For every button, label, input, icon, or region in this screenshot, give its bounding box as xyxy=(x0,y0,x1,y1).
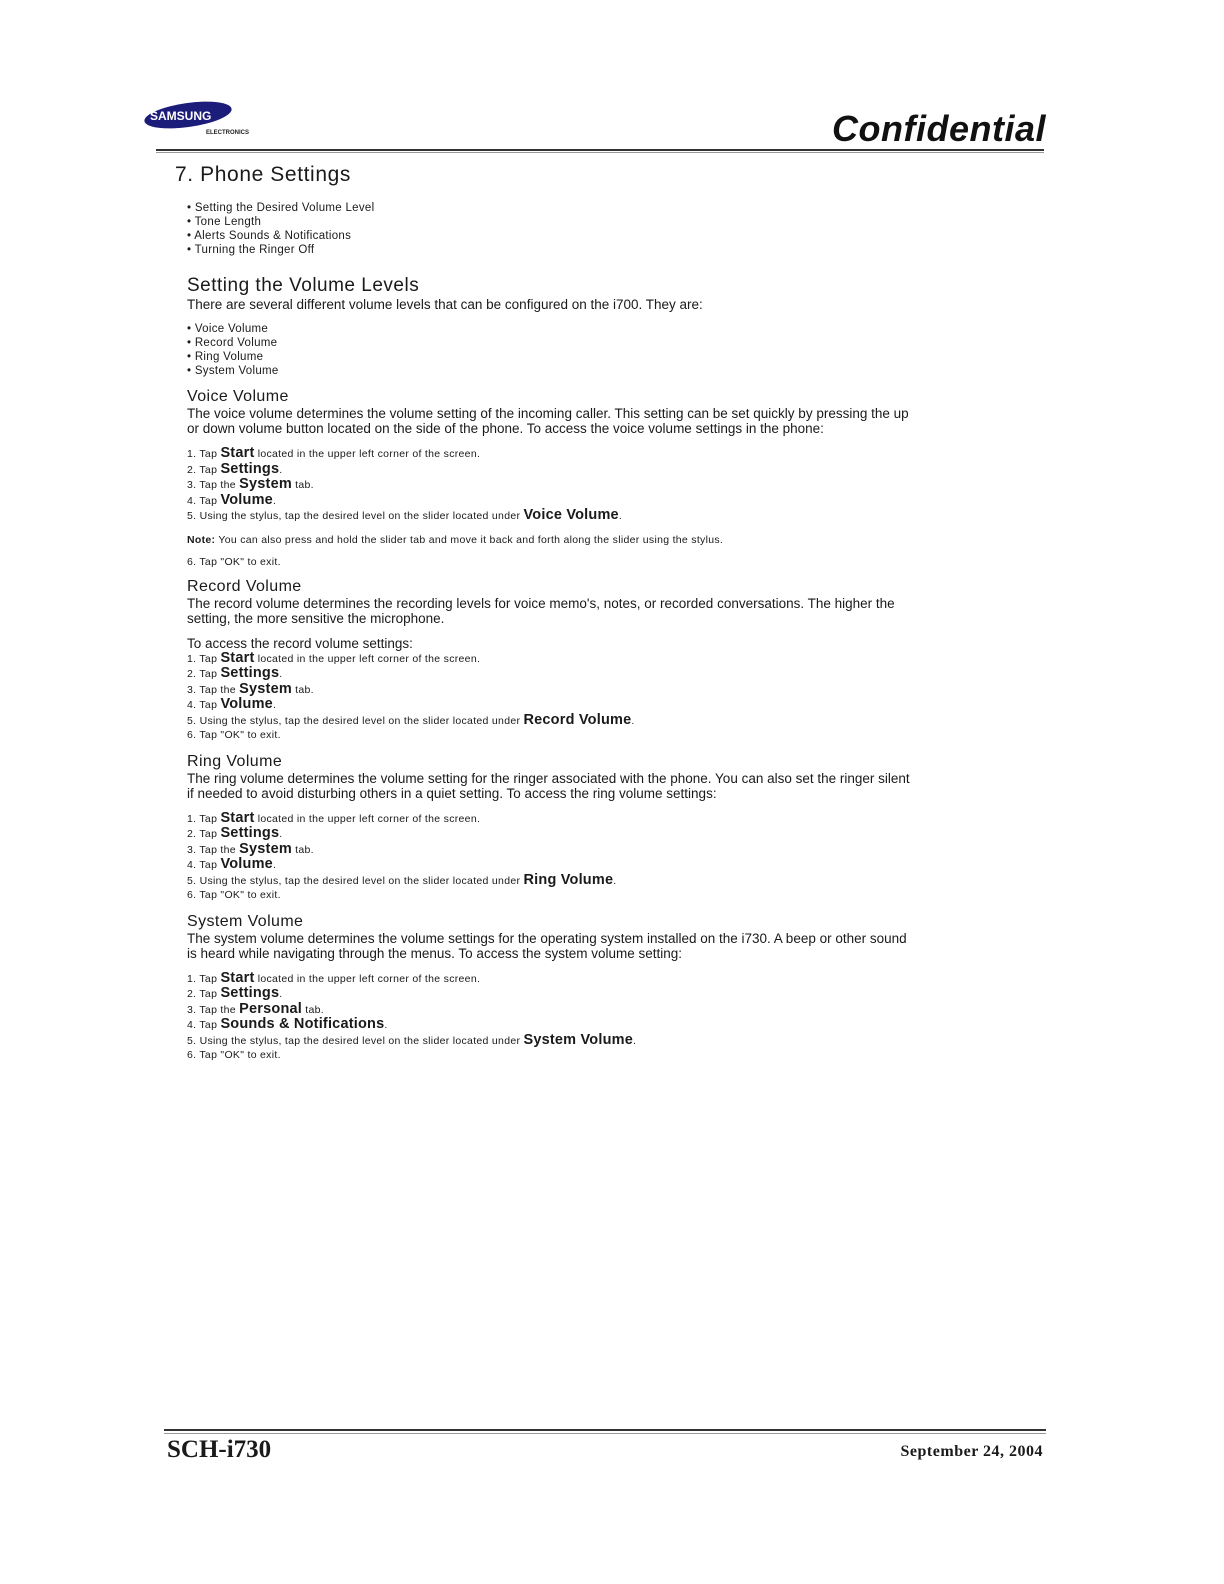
subheading-system-volume: System Volume xyxy=(187,912,304,930)
list-item: • Ring Volume xyxy=(187,350,915,364)
voice-volume-steps xyxy=(187,446,915,524)
list-item: 2. Tap Settings. xyxy=(187,985,283,1001)
system-volume-steps xyxy=(187,971,915,1063)
list-item: 5. Using the stylus, tap the desired level on the slider located under Record Volume. xyxy=(187,711,635,728)
footer-divider-thin xyxy=(164,1433,1046,1434)
footer-divider xyxy=(164,1429,1046,1431)
record-volume-body: The record volume determines the recording levels for voice memo's, notes, or recorded conversations. The higher the setting, the more sensitive the microphone. xyxy=(187,595,895,626)
samsung-logo xyxy=(144,100,294,140)
subheading-record-volume: Record Volume xyxy=(187,577,302,595)
subheading-voice-volume: Voice Volume xyxy=(187,388,289,405)
list-item: • Setting the Desired Volume Level xyxy=(187,201,915,215)
list-item: 1. Tap Start located in the upper left corner of the screen. xyxy=(187,445,481,461)
footer-date: September 24, 2004 xyxy=(900,1443,1043,1460)
footer-model: SCH-i730 xyxy=(167,1436,272,1463)
list-item: • System Volume xyxy=(187,364,915,378)
list-item: • Turning the Ringer Off xyxy=(187,243,915,257)
list-item: 3. Tap the System tab. xyxy=(187,680,314,697)
list-item: 1. Tap Start located in the upper left corner of the screen. xyxy=(187,969,481,986)
list-item: 1. Tap Start located in the upper left corner of the screen. xyxy=(187,649,481,666)
list-item: 5. Using the stylus, tap the desired level on the slider located under System Volume. xyxy=(187,1031,637,1048)
page-title: 7. Phone Settings xyxy=(175,163,351,186)
ring-volume-steps xyxy=(187,811,915,903)
list-item: 4. Tap Volume. xyxy=(187,856,277,872)
list-item: 3. Tap the Personal tab. xyxy=(187,1000,324,1017)
list-item: • Tone Length xyxy=(187,215,915,229)
subheading-ring-volume: Ring Volume xyxy=(187,752,283,770)
ring-volume-body: The ring volume determines the volume setting for the ringer associated with the phone. You can also set the ringer silent if needed to avoid disturbing others in a quiet setting. To access the ring volume settings: xyxy=(187,770,910,801)
list-item: • Record Volume xyxy=(187,336,915,350)
confidential-label: Confidential xyxy=(832,108,1046,149)
header-divider xyxy=(156,149,1044,151)
list-item: 6. Tap "OK" to exit. xyxy=(187,889,281,901)
topic-list xyxy=(187,201,915,257)
header-divider-thin xyxy=(156,152,1044,153)
list-item: 2. Tap Settings. xyxy=(187,460,283,477)
voice-volume-step6: 6. Tap "OK" to exit. xyxy=(187,555,281,568)
list-item: • Voice Volume xyxy=(187,322,915,336)
volume-levels-intro: There are several different volume levels that can be configured on the i700. They are: xyxy=(187,297,703,312)
page-content xyxy=(175,163,915,1063)
list-item: 5. Using the stylus, tap the desired level on the slider located under Voice Volume. xyxy=(187,507,623,523)
list-item: 5. Using the stylus, tap the desired level on the slider located under Ring Volume. xyxy=(187,871,617,888)
record-volume-access: To access the record volume settings: xyxy=(187,635,413,651)
list-item: 6. Tap "OK" to exit. xyxy=(187,1049,281,1061)
voice-volume-body: The voice volume determines the volume setting of the incoming caller. This setting can be set quickly by pressing the up or down volume button located on the side of the phone. To access the voice volume settings in the phone: xyxy=(187,406,909,436)
list-item: 4. Tap Volume. xyxy=(187,696,277,712)
list-item: 4. Tap Volume. xyxy=(187,491,277,508)
list-item: 4. Tap Sounds & Notifications. xyxy=(187,1016,388,1032)
list-item: 2. Tap Settings. xyxy=(187,665,283,681)
logo-sub: ELECTRONICS xyxy=(206,130,250,136)
list-item: 3. Tap the System tab. xyxy=(187,476,314,492)
volume-levels-list xyxy=(187,322,915,378)
list-item: 3. Tap the System tab. xyxy=(187,840,314,857)
list-item: 2. Tap Settings. xyxy=(187,825,283,841)
logo-brand: SAMSUNG xyxy=(150,109,212,123)
list-item: 6. Tap "OK" to exit. xyxy=(187,729,281,741)
list-item: • Alerts Sounds & Notifications xyxy=(187,229,915,243)
section-heading-volume-levels: Setting the Volume Levels xyxy=(187,275,420,296)
record-volume-steps xyxy=(187,651,915,743)
list-item: 1. Tap Start located in the upper left corner of the screen. xyxy=(187,809,481,826)
system-volume-body: The system volume determines the volume settings for the operating system installed on the i730. A beep or other sound is heard while navigating through the menus. To access the system volume setting: xyxy=(187,930,907,961)
voice-volume-note: Note: You can also press and hold the slider tab and move it back and forth along the slider using the stylus. xyxy=(187,533,724,546)
